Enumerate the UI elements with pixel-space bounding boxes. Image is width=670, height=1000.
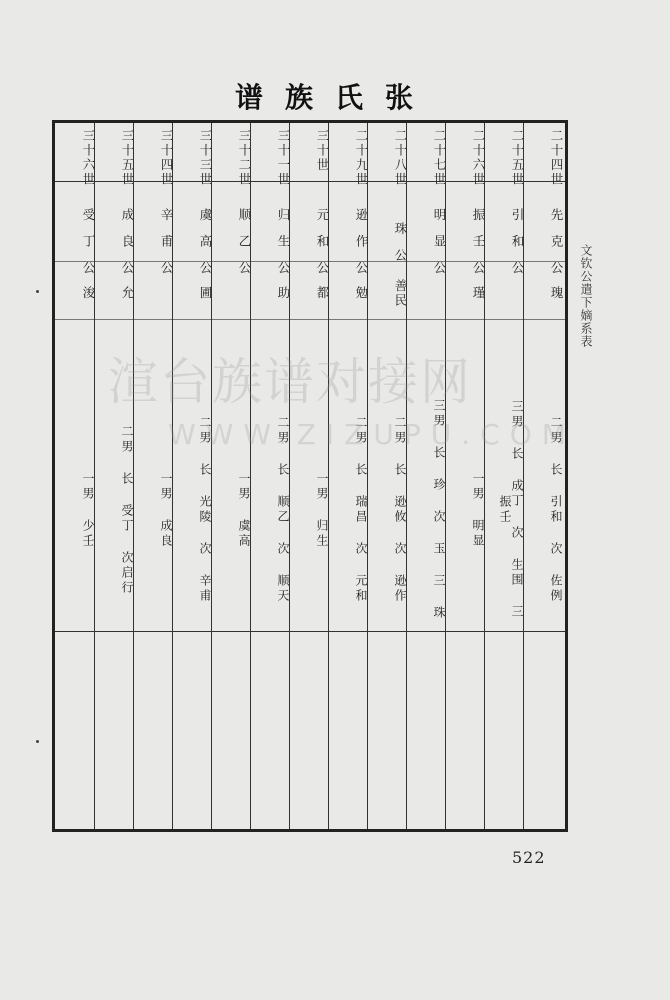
- page-number: 522: [512, 848, 546, 867]
- generation-label: 二十五世: [510, 129, 525, 187]
- generation-label: 三十世: [315, 129, 330, 173]
- children-note: 二男 长 引和 次 佐例: [549, 416, 563, 604]
- ancestor-name: 元和公: [315, 208, 330, 288]
- generation-label: 二十九世: [354, 129, 369, 187]
- generation-column: [133, 123, 172, 829]
- generation-column: [406, 123, 445, 829]
- ancestor-name: 受丁公: [81, 208, 96, 288]
- generation-label: 三十五世: [120, 129, 135, 187]
- ancestor-name: 辛甫公: [159, 208, 174, 288]
- generation-column: [445, 123, 484, 829]
- children-note: 一男 成良: [159, 471, 173, 549]
- page-title: 谱族氏张: [234, 81, 435, 114]
- generation-label: 三十三世: [198, 129, 213, 187]
- son-name: 勉: [354, 285, 369, 301]
- son-name: 瑰: [549, 285, 564, 301]
- genealogy-table: [52, 120, 568, 832]
- ancestor-name: 明显公: [432, 208, 447, 288]
- watermark-url: WWW.ZIZUPU.COM: [168, 418, 576, 451]
- son-name: 善民: [393, 278, 408, 308]
- generation-column: [211, 123, 250, 829]
- ancestor-name: 先克公: [549, 208, 564, 288]
- children-note: 一男 少壬: [81, 471, 95, 549]
- son-name: 允: [120, 285, 135, 301]
- children-note: 二男 长 逊攸 次 逊作: [393, 416, 407, 604]
- children-note: 三男 长 成丁 次 生围 三 振壬: [498, 400, 524, 620]
- generation-column: [367, 123, 406, 829]
- generation-column: [484, 123, 523, 829]
- generation-label: 三十二世: [237, 129, 252, 187]
- generation-label: 三十一世: [276, 129, 291, 187]
- watermark-text: 渲台族谱对接网: [108, 353, 472, 411]
- son-name: [212, 263, 250, 323]
- generation-column: [328, 123, 367, 829]
- children-note: 一男 明显: [471, 471, 485, 549]
- ancestor-name: 逊作公: [354, 208, 369, 288]
- generation-label: 二十八世: [393, 129, 408, 187]
- son-name: [407, 263, 445, 323]
- generation-column: [523, 123, 562, 829]
- ancestor-name: 归生公: [276, 208, 291, 288]
- ancestor-name: 振壬公: [471, 208, 486, 288]
- ancestor-name: 顺乙公: [237, 208, 252, 288]
- ancestor-name: 引和公: [510, 208, 525, 288]
- son-name: 圃: [198, 285, 213, 301]
- generation-label: 三十四世: [159, 129, 174, 187]
- children-note: 一男 虞高: [237, 471, 251, 549]
- children-note: 二男 长 光陵 次 辛甫: [198, 416, 212, 604]
- son-name: 浚: [81, 285, 96, 301]
- son-name: [134, 263, 172, 323]
- binding-hole: [36, 290, 39, 293]
- children-note: 三男 长 珍 次 玉 三 珠: [432, 399, 446, 621]
- son-name: [485, 263, 523, 323]
- ancestor-name: 珠公: [393, 221, 408, 275]
- binding-hole: [36, 740, 39, 743]
- children-note: 二男 长 瑞昌 次 元和: [354, 416, 368, 604]
- generation-label: 二十四世: [549, 129, 564, 187]
- side-note: 文钦公遣下嫡系表: [579, 244, 593, 348]
- generation-column: [55, 123, 94, 829]
- son-name: 都: [315, 285, 330, 301]
- children-note: 二男 长 受丁 次启行: [120, 424, 134, 596]
- generation-label: 三十六世: [81, 129, 96, 187]
- ancestor-name: 虞高公: [198, 208, 213, 288]
- son-name: 助: [276, 285, 291, 301]
- generation-column: [172, 123, 211, 829]
- children-note: 二男 长 顺乙 次 顺天: [276, 416, 290, 604]
- generation-column: [94, 123, 133, 829]
- generation-label: 二十七世: [432, 129, 447, 187]
- children-note: 一男 归生: [315, 471, 329, 549]
- ancestor-name: 成良公: [120, 208, 135, 288]
- son-name: 瑾: [471, 285, 486, 301]
- generation-column: [250, 123, 289, 829]
- generation-label: 二十六世: [471, 129, 486, 187]
- generation-column: [289, 123, 328, 829]
